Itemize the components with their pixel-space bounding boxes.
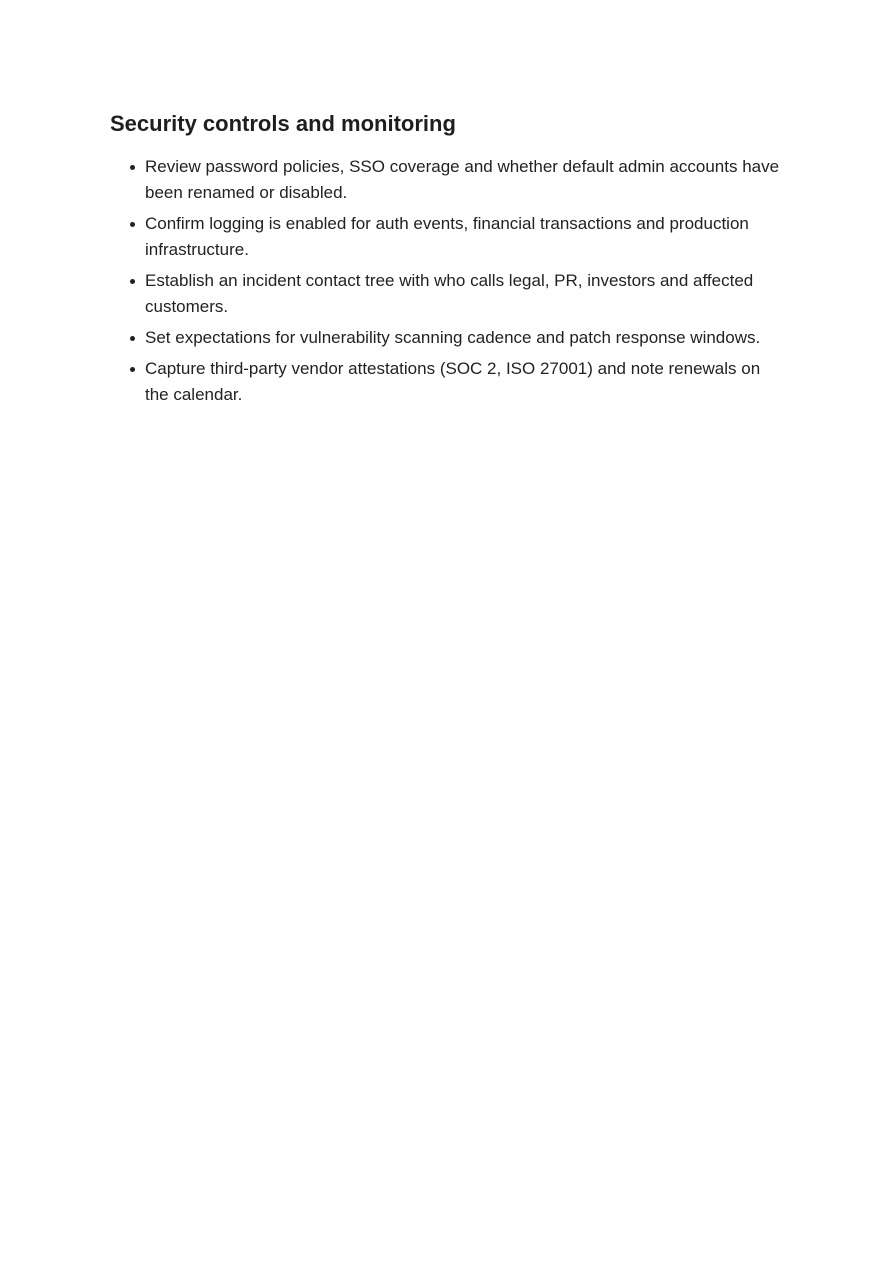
list-item-text: Review password policies, SSO coverage and whether default admin accounts have been renamed or disabled. [145, 157, 780, 202]
section-heading: Security controls and monitoring [110, 111, 456, 136]
list-item [110, 356, 780, 408]
bullet-icon [130, 222, 135, 227]
bullet-icon [130, 336, 135, 341]
list-item [110, 211, 780, 263]
list-item [110, 325, 780, 351]
security-controls-section [110, 108, 780, 413]
list-item [110, 268, 780, 320]
list-item-text: Confirm logging is enabled for auth events, financial transactions and production infrastructure. [145, 214, 749, 259]
list-item-text: Set expectations for vulnerability scanning cadence and patch response windows. [145, 328, 761, 347]
bullet-icon [130, 279, 135, 284]
bullet-list [110, 154, 780, 408]
list-item [110, 154, 780, 206]
bullet-icon [130, 367, 135, 372]
bullet-icon [130, 165, 135, 170]
list-item-text: Capture third-party vendor attestations (SOC 2, ISO 27001) and note renewals on the calendar. [145, 359, 761, 404]
list-item-text: Establish an incident contact tree with who calls legal, PR, investors and affected customers. [145, 271, 754, 316]
